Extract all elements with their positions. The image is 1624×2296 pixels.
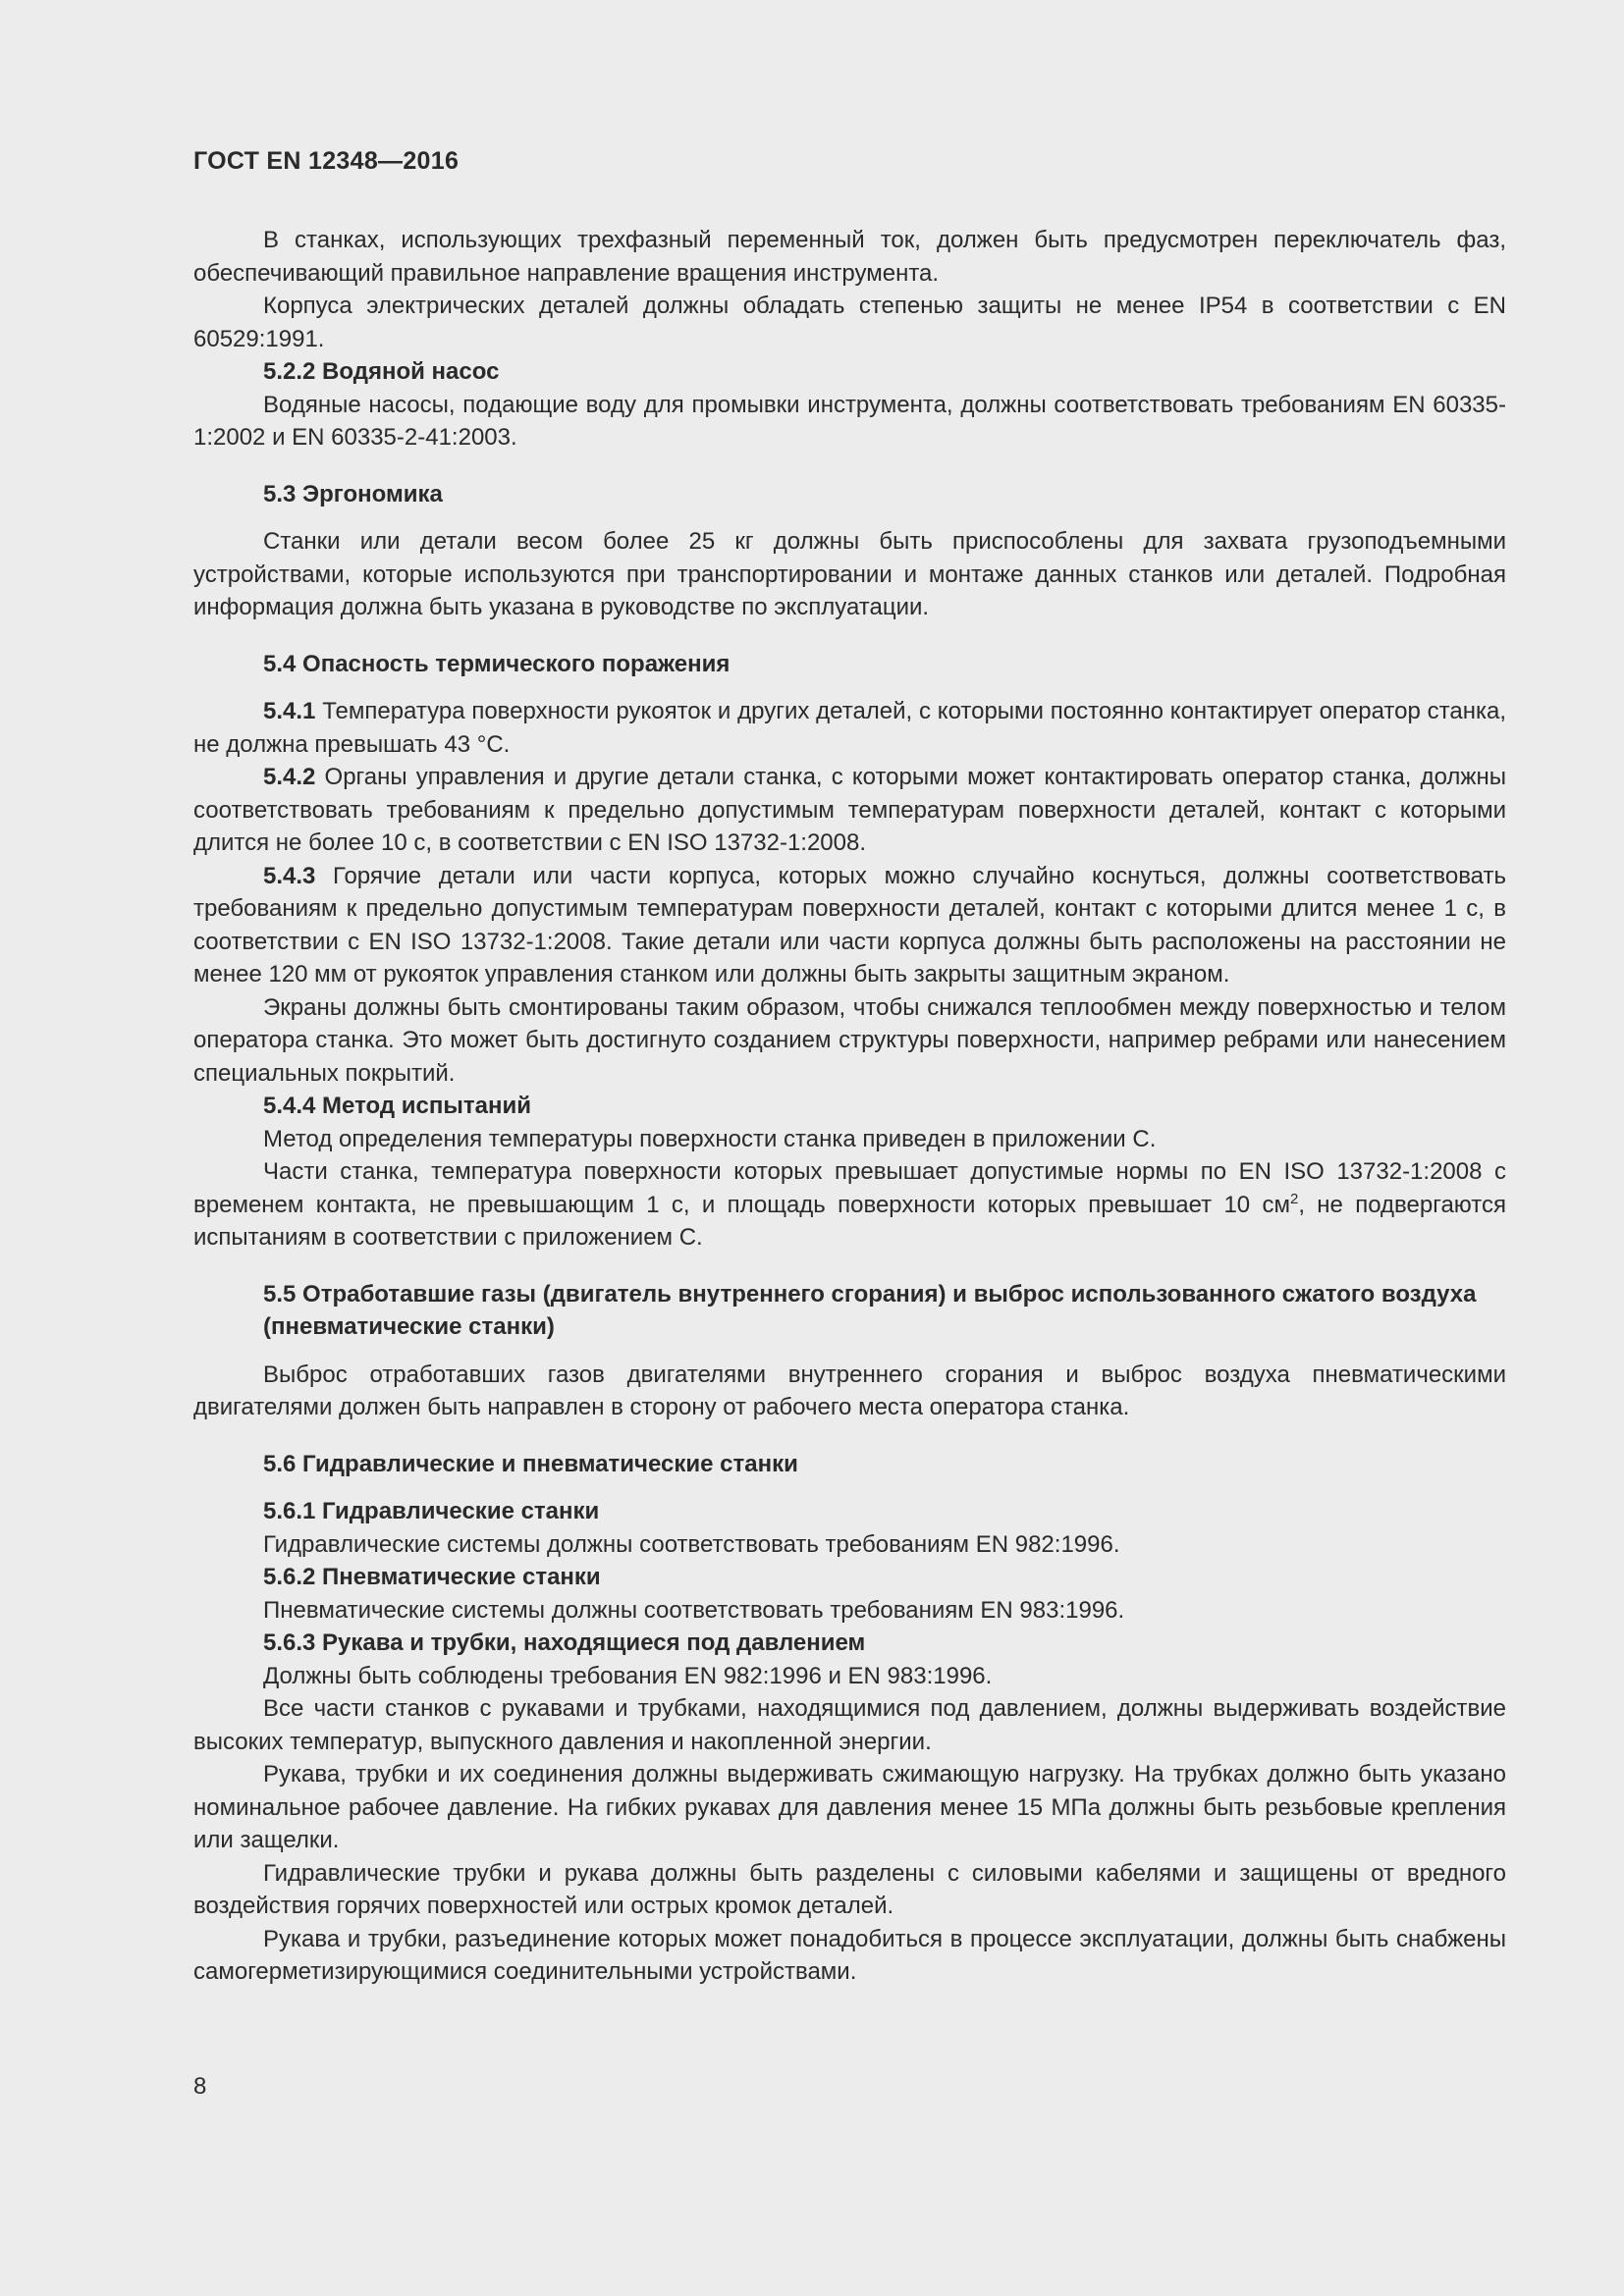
section-heading <box>193 1278 1506 1344</box>
paragraph <box>193 389 1506 454</box>
page-number: 8 <box>193 2073 207 2100</box>
paragraph <box>193 1660 1506 1693</box>
paragraph <box>193 1758 1506 1857</box>
paragraph <box>193 860 1506 991</box>
section-heading <box>193 355 1506 389</box>
text: 5.6.1 Гидравлические станки <box>263 1498 600 1524</box>
document-body <box>193 224 1506 1989</box>
text: Водяные насосы, подающие воду для промывки инструмента, должны соответствовать требованиям EN 60335-1:2002 и EN 60335-2-41:2003. <box>193 391 1506 451</box>
clause-number: 5.4.1 <box>263 698 316 724</box>
text: Корпуса электрических деталей должны обладать степенью защиты не менее IP54 в соответствии с EN 60529:1991. <box>193 293 1506 352</box>
text: Метод определения температуры поверхности станка приведен в приложении С. <box>263 1125 1157 1152</box>
clause-number: 5.4.3 <box>263 862 316 889</box>
text: 5.2.2 Водяной насос <box>263 358 500 385</box>
document-header: ГОСТ EN 12348—2016 <box>193 147 460 175</box>
paragraph <box>193 1692 1506 1758</box>
text: 5.5 Отработавшие газы (двигатель внутреннего сгорания) и выброс использованного сжатого воздуха (пневматические станки) <box>263 1280 1477 1340</box>
text: Выброс отработавших газов двигателями внутреннего сгорания и выброс воздуха пневматическими двигателями должен быть направлен в сторону от рабочего места оператора станка. <box>193 1361 1506 1420</box>
text: Органы управления и другие детали станка, с которыми может контактировать оператор станка, должны соответствовать требованиям к предельно допустимым температурам поверхности деталей, контакт с которыми длится не более 10 с, в соответствии с EN ISO 13732-1:2008. <box>193 764 1506 856</box>
text: Части станка, температура поверхности которых превышает допустимые нормы по EN ISO 13732-1:2008 с временем контакта, не превышающим 1 с, и площадь поверхности которых превышает 10 см <box>193 1158 1506 1218</box>
superscript: 2 <box>1289 1190 1299 1207</box>
clause-number: 5.4.2 <box>263 764 316 790</box>
text: 5.3 Эргономика <box>263 480 443 507</box>
paragraph <box>193 1857 1506 1923</box>
text: Все части станков с рукавами и трубками, находящимися под давлением, должны выдерживать воздействие высоких температур, выпускного давления и накопленной энергии. <box>193 1695 1506 1755</box>
text: Рукава и трубки, разъединение которых может понадобиться в процессе эксплуатации, должны быть снабжены самогерметизирующимися соединительными устройствами. <box>193 1925 1506 1985</box>
text: 5.6 Гидравлические и пневматические станки <box>263 1450 798 1477</box>
paragraph <box>193 761 1506 860</box>
text: Гидравлические трубки и рукава должны быть разделены с силовыми кабелями и защищены от вредного воздействия горячих поверхностей или острых кромок деталей. <box>193 1859 1506 1919</box>
section-heading <box>193 1627 1506 1660</box>
text: Температура поверхности рукояток и других деталей, с которыми постоянно контактирует оператор станка, не должна превышать 43 °С. <box>193 698 1507 758</box>
paragraph <box>193 991 1506 1091</box>
paragraph <box>193 1923 1506 1989</box>
text: Экраны должны быть смонтированы таким образом, чтобы снижался теплообмен между поверхностью и телом оператора станка. Это может быть достигнуто созданием структуры поверхности, например ребрами или нанесением специальных покрытий. <box>193 993 1506 1087</box>
paragraph <box>193 224 1506 290</box>
text: 5.4.4 Метод испытаний <box>263 1093 531 1119</box>
text: Рукава, трубки и их соединения должны выдерживать сжимающую нагрузку. На трубках должно быть указано номинальное рабочее давление. На гибких рукавах для давления менее 15 МПа должны быть резьбовые крепления или защелки. <box>193 1761 1506 1853</box>
text: Гидравлические системы должны соответствовать требованиям EN 982:1996. <box>263 1530 1120 1558</box>
section-heading <box>193 1090 1506 1123</box>
paragraph <box>193 695 1506 761</box>
paragraph <box>193 290 1506 355</box>
text: , не подвергаются испытаниям в соответствии с приложением С. <box>193 1191 1506 1251</box>
paragraph <box>193 525 1506 624</box>
section-heading <box>193 478 1506 511</box>
paragraph <box>193 1155 1506 1255</box>
text: В станках, использующих трехфазный переменный ток, должен быть предусмотрен переключатель фаз, обеспечивающий правильное направление вращения инструмента. <box>193 227 1506 287</box>
text: 5.4 Опасность термического поражения <box>263 650 731 677</box>
text: Горячие детали или части корпуса, которых можно случайно коснуться, должны соответствовать требованиям к предельно допустимым температурам поверхности деталей, контакт с которыми длится менее 1 с, в соответствии с EN ISO 13732-1:2008. Такие детали или части корпуса должны быть расположены на расстоянии не менее 120 мм от рукояток управления станком или должны быть закрыты защитным экраном. <box>193 862 1506 988</box>
section-heading <box>193 648 1506 681</box>
section-heading <box>193 1495 1506 1528</box>
text: Должны быть соблюдены требования EN 982:1996 и EN 983:1996. <box>263 1662 993 1689</box>
paragraph <box>193 1359 1506 1424</box>
section-heading <box>193 1561 1506 1594</box>
section-heading <box>193 1448 1506 1481</box>
paragraph <box>193 1528 1506 1562</box>
paragraph <box>193 1123 1506 1156</box>
text: Станки или детали весом более 25 кг должны быть приспособлены для захвата грузоподъемными устройствами, которые используются при транспортировании и монтаже данных станков или деталей. Подробная информация должна быть указана в руководстве по эксплуатации. <box>193 528 1506 620</box>
text: 5.6.3 Рукава и трубки, находящиеся под давлением <box>263 1629 866 1656</box>
text: Пневматические системы должны соответствовать требованиям EN 983:1996. <box>263 1596 1125 1624</box>
paragraph <box>193 1594 1506 1628</box>
text: 5.6.2 Пневматические станки <box>263 1564 601 1590</box>
